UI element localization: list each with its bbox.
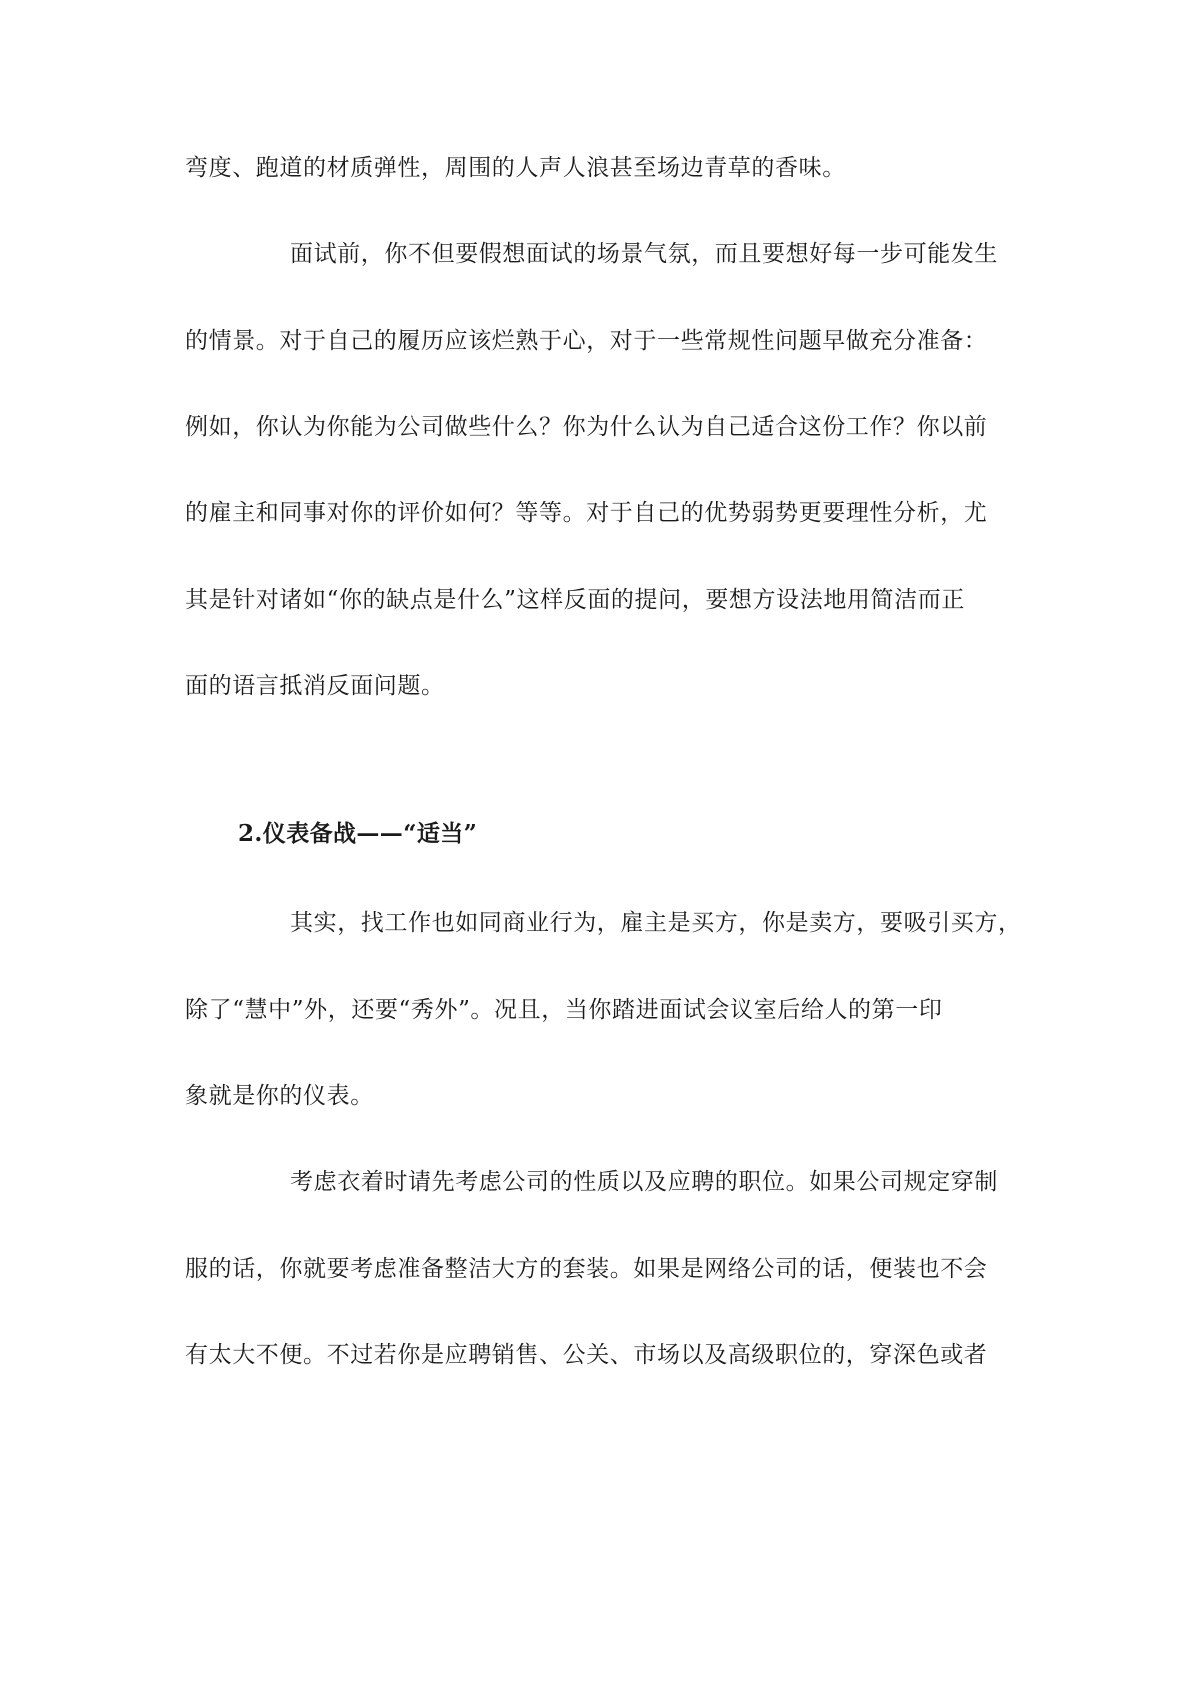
paragraph-4-line-1: 考虑衣着时请先考虑公司的性质以及应聘的职位。如果公司规定穿制 <box>290 1169 998 1195</box>
paragraph-2-line-1: 面试前，你不但要假想面试的场景气氛，而且要想好每一步可能发生 <box>290 241 998 267</box>
section-heading: 2.仪表备战——“适当” <box>238 820 478 847</box>
paragraph-4-line-3: 有太大不便。不过若你是应聘销售、公关、市场以及高级职位的，穿深色或者 <box>185 1342 988 1368</box>
paragraph-1-line-1: 弯度、跑道的材质弹性，周围的人声人浪甚至场边青草的香味。 <box>185 155 846 181</box>
paragraph-2-line-6: 面的语言抵消反面问题。 <box>185 673 445 699</box>
paragraph-3-line-1: 其实，找工作也如同商业行为，雇主是买方，你是卖方，要吸引买方， <box>290 910 1022 936</box>
paragraph-2-line-5: 其是针对诸如“你的缺点是什么”这样反面的提问，要想方设法地用简洁而正 <box>185 587 965 613</box>
paragraph-3-line-2: 除了“慧中”外，还要“秀外”。况且，当你踏进面试会议室后给人的第一印 <box>185 997 943 1023</box>
paragraph-2-line-2: 的情景。对于自己的履历应该烂熟于心，对于一些常规性问题早做充分准备： <box>185 328 988 354</box>
paragraph-2-line-4: 的雇主和同事对你的评价如何？等等。对于自己的优势弱势更要理性分析，尤 <box>185 500 988 526</box>
paragraph-3-line-3: 象就是你的仪表。 <box>185 1083 374 1109</box>
paragraph-2-line-3: 例如，你认为你能为公司做些什么？你为什么认为自己适合这份工作？你以前 <box>185 414 988 440</box>
paragraph-4-line-2: 服的话，你就要考虑准备整洁大方的套装。如果是网络公司的话，便装也不会 <box>185 1256 988 1282</box>
